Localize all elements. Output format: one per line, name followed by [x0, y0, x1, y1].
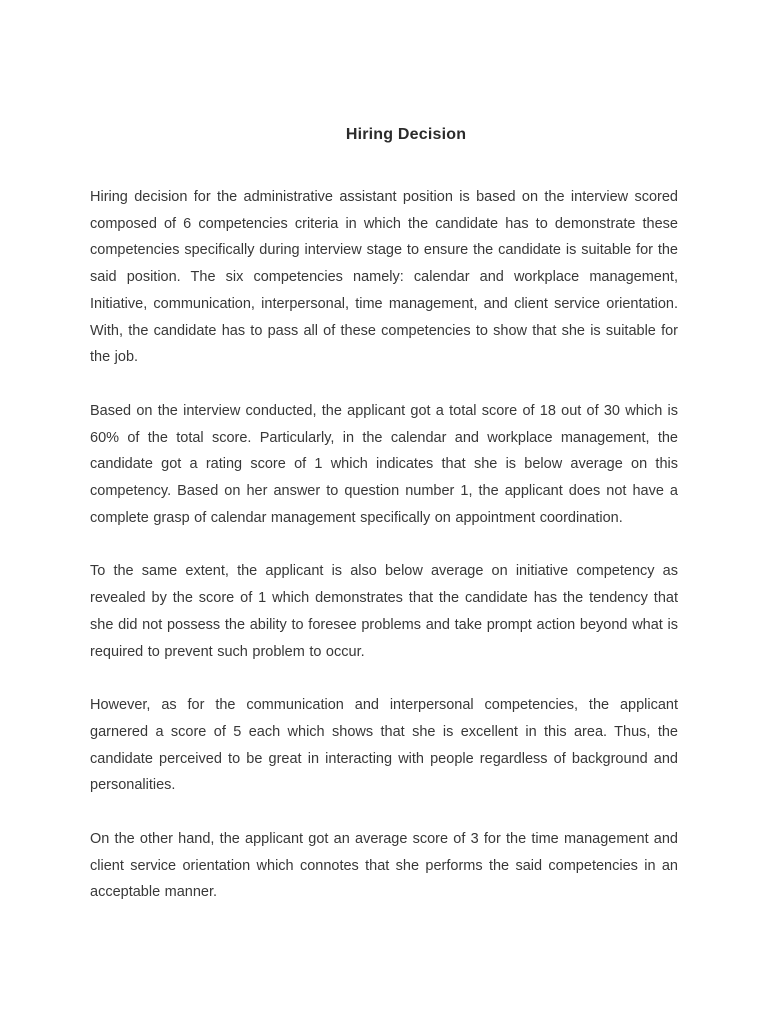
paragraph-overview: Hiring decision for the administrative assistant position is based on the interview scored composed of 6 competencies criteria in which the candidate has to demonstrate these competencies specifically during interview stage to ensure the candidate is suitable for the said position. The six competencies namely: calendar and workplace management, Initiative, communication, interpersonal, time management, and client service orientation. With, the candidate has to pass all of these competencies to show that she is suitable for the job. — [90, 189, 678, 366]
document-title: Hiring Decision — [345, 126, 467, 143]
paragraph-time-management-client-service: On the other hand, the applicant got an average score of 3 for the time management and client service orientation which connotes that she performs the said competencies in an acceptable manner. — [90, 831, 678, 901]
paragraph-initiative: To the same extent, the applicant is also below average on initiative competency as revealed by the score of 1 which demonstrates that the candidate has the tendency that she did not possess the ability to foresee problems and take prompt action beyond what is required to prevent such problem to occur. — [90, 563, 678, 660]
paragraph-total-score: Based on the interview conducted, the applicant got a total score of 18 out of 30 which is 60% of the total score. Particularly, in the calendar and workplace management, the candidate got a rating score of 1 which indicates that she is below average on this competency. Based on her answer to question number 1, the applicant does not have a complete grasp of calendar management specifically on appointment coordination. — [90, 402, 678, 526]
paragraph-communication-interpersonal: However, as for the communication and interpersonal competencies, the applicant garnered a score of 5 each which shows that she is excellent in this area. Thus, the candidate perceived to be great in interacting with people regardless of background and personalities. — [90, 697, 678, 794]
